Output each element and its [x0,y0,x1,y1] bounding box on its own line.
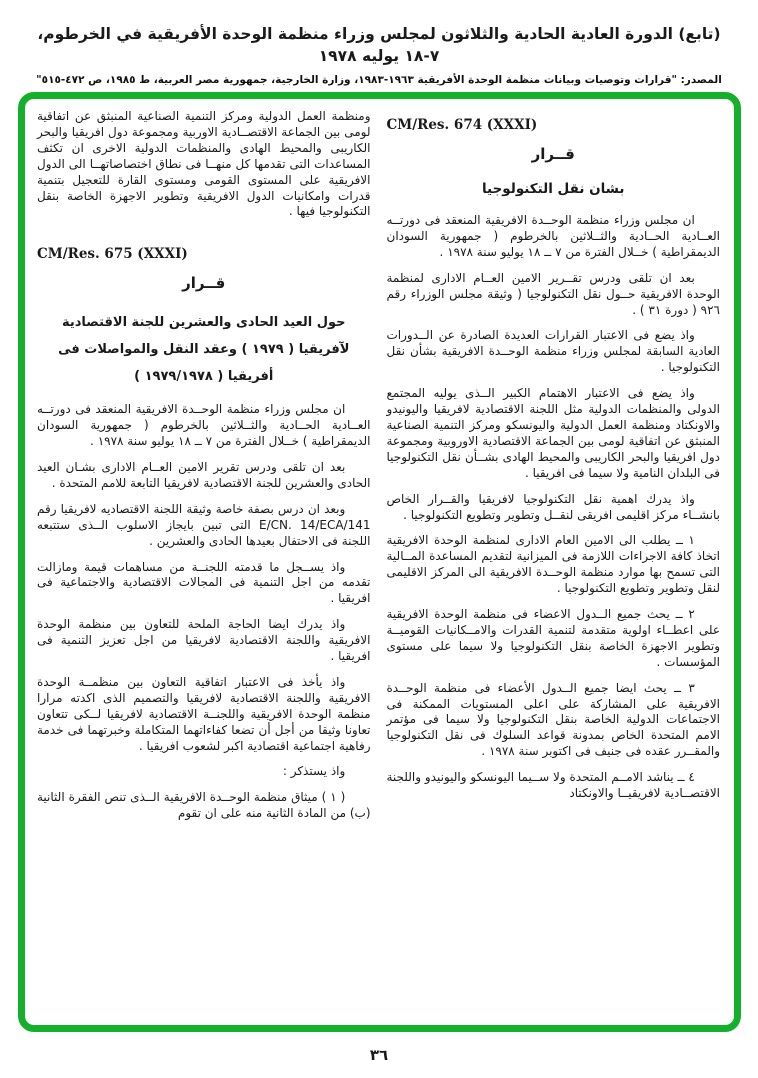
column-resolution-674 [387,109,721,1015]
res674-paragraph: ٢ ــ يحث جميع الــدول الاعضاء فى منظمة الوحدة الافريقية على اعطــاء اولوية متقدمة لتنمية القدرات والامــكانيات القوميــة وتطوير الاجهزة الخاصة بنقل التكنولوجيا ولا سيما على مستوى المؤسسات . [386,607,720,669]
resolution-675-heading: قــرار [182,274,226,293]
resolution-674-heading: قــرار [531,145,575,163]
source-citation: المصدر: "قرارات وتوصيات وبيانات منظمة الوحدة الأفريقية ١٩٦٣-١٩٨٣، وزارة الخارجية، جمهورية مصر العربية، ط ١٩٨٥، ص ٤٧٢-٥١٥" [36,74,722,87]
resolution-675-title-line: حول العيد الحادى والعشرين للجنة الاقتصادية [61,315,346,331]
resolution-674-code: CM/Res. 674 (XXXI) [386,117,538,133]
session-title: (تابع) الدورة العادية الحادية والثلاثون لمجلس وزراء منظمة الوحدة الأفريقية في الخرطوم، ٧-١٨ يوليه ١٩٧٨ [37,25,721,65]
column-resolution-675 [37,109,371,1015]
res675-paragraph: واذ يســجل ما قدمته اللجنــة من مساهمات قيمة ومازالت تقدمه من اجل التنمية فى المجالات الاقتصادية والاجتماعية فى افريقيا . [37,559,371,606]
res675-paragraph: بعد ان تلقى ودرس تقرير الامين العــام الادارى بشـان العيد الحادى والعشرين للجنة الاقتصادية لافريقيا التابعة للامم المتحدة . [37,459,371,490]
res674-paragraph: ١ ــ يطلب الى الامين العام الادارى لمنظمة الوحدة الافريقية اتخاذ كافة الاجراءات اللازمة فى الميزانية لتقديم المساعدة المــالية التى تسمح بها موارد منظمة الوحــدة الافريقية الى المركز الاقليمى لنقل وتطوير وتطويع التكنولوجيا . [386,533,720,596]
resolution-674-subject: بشان نقل التكنولوجيا [481,181,625,197]
res674-continuation-paragraph: ومنظمة العمل الدولية ومركز التنمية الصناعية المنبثق عن اتفاقية لومى بين الجماعة الاقتصــادية الاوربية ومجموعة دول افريقيا والبحر الكاريبى والمحيط الهادى والمنظمات الدولية الاخرى ان تكثف المساعدات التى تقدمها كل منهــا فى نطاق اختصاصاتهــا الى الدول الافريقية على المستوى القومى ومستوى القارة للتعجيل بتنمية قدرات وامكانيات الدول الافريقية وتطوير الاجهزة الخاصة بنقل التكنولوجيا فيها . [37,109,371,219]
res674-paragraph: ٣ ــ يحث ايضا جميع الــدول الأعضاء فى منظمة الوحــدة الافريقية على المشاركة على اعلى المستويات الممكنة فى الاجتماعات الدولية الخاصة بنقل التكنولوجيا ولا سيما فى مؤتمر الامم المتحدة الخاص بمدونة قواعد السلوك فى نقل التكنولوجيا والمقــرر عقده فى جنيف فى اكتوبر سنة ١٩٧٨ . [386,680,720,759]
resolution-675-title-line: أفريقيا ( ١٩٧٩/١٩٧٨ ) [134,368,274,384]
res675-paragraph: ان مجلس وزراء منظمة الوحــدة الافريقية المنعقد فى دورتــه العــادية الحــادية والثــلاثين بالخرطوم ( جمهورية السودان الديمقراطية ) خــلال الفترة من ٧ ــ ١٨ يوليو سنة ١٩٧٨ . [37,402,371,449]
res674-paragraph: واذ يضع فى الاعتبار الاهتمام الكبير الــذى يوليه المجتمع الدولى والمنظمات الدولية مثل اللجنة الاقتصادية لافريقيا واليونيدو والاونكتاد ومنظمة العمل الدولية واليونسكو ومركز التنمية الصناعية المنبثق عن اتفاقية لومى بين الجماعة الاقتصادية الاوروبية ومجموعة دول افريقيا والبحر الكاريبى والمحيط الهادى بشــأن نقل التكنولوجيا فى البلدان النامية ولا سيما فى افريقيا . [386,386,720,480]
res675-paragraph: واذ يستذكر : [282,764,346,779]
res674-paragraph: واذ يضع فى الاعتبار القرارات العديدة الصادرة عن الــدورات العادية السابقة لمجلس وزراء منظمة الوحــدة الافريقية بشأن نقل التكنولوجيا . [386,328,720,375]
res674-paragraph: واذ يدرك اهمية نقل التكنولوجيا لافريقيا والقــرار الخاص بانشــاء مركز اقليمى افريقى لنقــل وتطوير وتطويع التكنولوجيا . [386,491,720,522]
page-number: ٣٦ [369,1046,389,1064]
res675-paragraph: ( ١ ) ميثاق منظمة الوحــدة الافريقية الــذى تنص الفقرة الثانية (ب) من المادة الثانية منه على ان تقوم [37,790,371,821]
res674-paragraph: ان مجلس وزراء منظمة الوحــدة الافريقية المنعقد فى دورتــه العــادية الحــادية والثــلاثين بالخرطوم ( جمهورية السودان الديمقراطية ) خــلال الفترة من ٧ ــ ١٨ يوليو سنة ١٩٧٨ . [386,213,720,259]
res675-paragraph: وبعد ان درس بصفة خاصة وثيقة اللجنة الاقتصاديه لافريقيا رقم E/CN. 14/ECA/141 التى تبين بايجاز الاسلوب الــذى ستتبعه اللجنة فى الاحتفال بعيدها الحادى والعشرين . [37,501,371,548]
two-column-layout [37,109,720,1015]
res674-paragraph: ٤ ــ يناشد الامــم المتحدة ولا ســيما اليونسكو واليونيدو واللجنة الاقتصــادية لافريقيــا والاونكتاد [386,770,720,801]
document-border-frame [18,92,741,1032]
page-header [20,24,738,86]
resolution-675-code: CM/Res. 675 (XXXI) [37,246,188,263]
res675-paragraph: واذ يدرك ايضا الحاجة الملحة للتعاون بين منظمة الوحدة الافريقية واللجنة الاقتصادية لافريقيا من اجل تعزيز التنمية فى افريقيا . [37,617,371,664]
res674-paragraph: بعد ان تلقى ودرس تقــرير الامين العــام الادارى لمنظمة الوحدة الافريقية حــول نقل التكنولوجيا ( وثيقة مجلس الوزراء رقم ٩٢٦ ( دورة ٣١ ) . [386,270,720,317]
resolution-675-title-line: لآفريقيا ( ١٩٧٩ ) وعقد النقل والمواصلات فى [58,341,350,357]
res675-paragraph: واذ يأخذ فى الاعتبار اتفاقية التعاون بين منظمــة الوحدة الافريقية واللجنة الاقتصادية لافريقيا والتصميم الذى اكدته مرارا منظمة الوحدة الافريقية واللجنــة الاقتصادية لافريقيا لــكى تتعاون تعاونا وثيقا من أجل أن تضعا كفاءاتهما المتكاملة وخبرتهما فى خدمة رفاهية اجتماعية اقتصادية اكبر لشعوب افريقيا . [37,674,371,753]
resolution-675-title [37,310,371,390]
